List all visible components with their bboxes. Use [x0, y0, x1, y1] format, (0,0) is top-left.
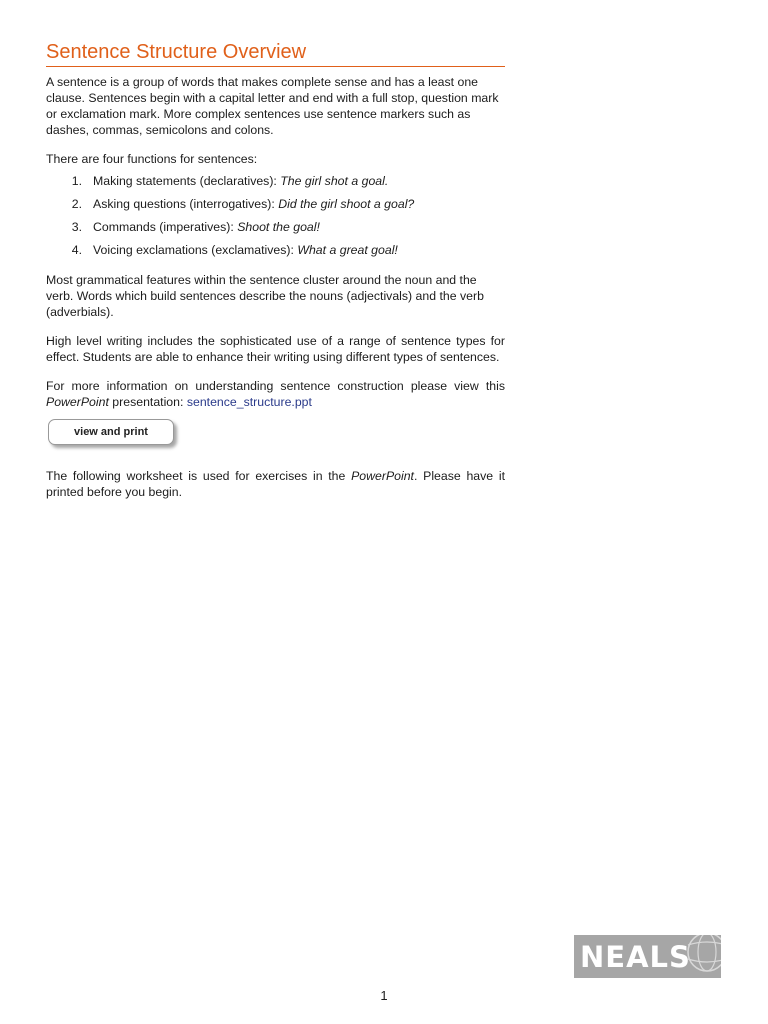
more-info-paragraph	[46, 378, 505, 410]
list-number: 3.	[71, 220, 82, 234]
high-level-paragraph: High level writing includes the sophisticated use of a range of sentence types for effect. Students are able to enhance their writing using different types of sentences.	[46, 334, 505, 364]
worksheet-text-end: . Please have it printed before you begin.	[46, 469, 505, 499]
function-text: Commands (imperatives):	[93, 220, 238, 234]
worksheet-paragraph	[46, 468, 505, 500]
more-info-middle: presentation:	[108, 395, 187, 409]
function-example: What a great goal!	[297, 243, 398, 257]
page-number: 1	[380, 988, 388, 1003]
document-body	[46, 38, 505, 500]
function-example: Did the girl shoot a goal?	[278, 197, 415, 211]
globe-icon	[681, 935, 721, 978]
function-text: Making statements (declaratives):	[93, 174, 281, 188]
list-number: 4.	[71, 243, 82, 257]
page-title: Sentence Structure Overview	[46, 38, 505, 67]
function-example: Shoot the goal!	[237, 220, 320, 234]
functions-intro: There are four functions for sentences:	[46, 152, 258, 166]
view-and-print-button[interactable]: view and print	[48, 419, 174, 445]
logo-text: NEALS	[580, 940, 691, 974]
list-item	[46, 242, 505, 258]
function-text: Voicing exclamations (exclamatives):	[93, 243, 298, 257]
function-example: The girl shot a goal.	[280, 174, 389, 188]
functions-list	[46, 173, 505, 258]
list-number: 2.	[71, 197, 82, 211]
grammar-paragraph: Most grammatical features within the sentence cluster around the noun and the verb. Words which build sentences describe the nouns (adjectivals) and the verb (adverbials).	[46, 273, 484, 319]
intro-paragraph: A sentence is a group of words that makes complete sense and has a least one clause. Sentences begin with a capital letter and end with a full stop, question mark or exclamation mark. More complex sentences use sentence markers such as dashes, commas, semicolons and colons.	[46, 75, 499, 137]
list-item	[46, 173, 505, 189]
powerpoint-label: PowerPoint	[46, 395, 109, 409]
neals-logo	[574, 935, 721, 978]
powerpoint-label: PowerPoint	[351, 469, 414, 483]
list-number: 1.	[71, 174, 82, 188]
list-item	[46, 219, 505, 235]
list-item	[46, 196, 505, 212]
worksheet-text: The following worksheet is used for exercises in the	[46, 469, 352, 483]
function-text: Asking questions (interrogatives):	[93, 197, 279, 211]
ppt-link[interactable]: sentence_structure.ppt	[186, 395, 312, 409]
more-info-text: For more information on understanding sentence construction please view this	[46, 379, 505, 393]
